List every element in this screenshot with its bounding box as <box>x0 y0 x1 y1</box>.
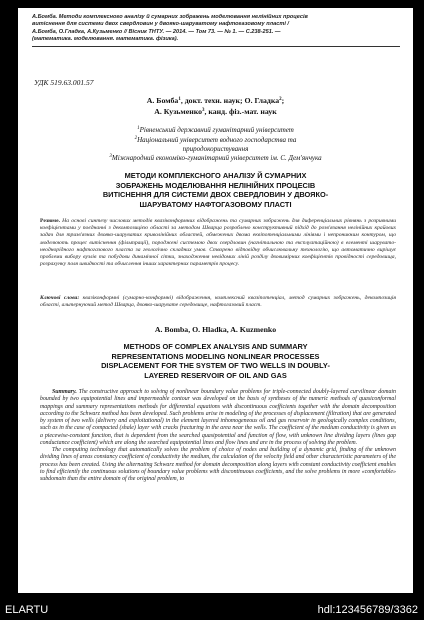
affil-sup: 1 <box>178 97 181 102</box>
abstract-ua <box>40 218 396 268</box>
citation-header <box>32 14 400 47</box>
authors-ua-line-1 <box>18 96 413 105</box>
affiliation-2b: природокористування <box>182 144 249 153</box>
affil-sup: 1 <box>137 126 140 131</box>
affiliation-1 <box>18 125 413 135</box>
author-kuzmenko: А. Кузьменко <box>154 107 202 116</box>
title-en-line: METHODS OF COMPLEX ANALYSIS AND SUMMARY <box>123 342 308 351</box>
author-bomba: А. Бомба <box>146 96 179 105</box>
authors-en: A. Bomba, O. Hladka, A. Kuzmenko <box>154 325 277 334</box>
affil-sup: 3 <box>201 108 205 113</box>
citation-line-1: А.Бомба. Методи комплексного аналізу й сумарних зображень моделювання нелінійних процесів <box>32 14 308 20</box>
keywords-ua <box>40 295 396 309</box>
title-ua <box>38 171 393 210</box>
abstract-ua-label: Резюме. <box>40 218 60 224</box>
affiliation-2 <box>18 135 413 145</box>
abstract-en-label: Summary. <box>52 389 77 395</box>
udk-code: УДК 519.63.001.57 <box>34 78 94 87</box>
title-ua-line: МЕТОДИ КОМПЛЕКСНОГО АНАЛІЗУ Й СУМАРНИХ <box>124 171 307 180</box>
abstract-en-text: The constructive approach to solving of nonlinear boundary value problems for triple-connected doubly-layered curvilinear domain bounded by two equipotential lines and impermeable contour was developed on the basis of syntheses of the numeric methods of quasiconformal mappings and summary representations methods for differential equations with discontinuous coefficients together with the domain decomposition according to the Schwarz method has been developed. Such problems arise in modeling of the processes of displacement (filtration) that are generated by system of two wells (delivery and exploitational) in the element layered inhomogeneous oil and gas reservoir in geologically complex conditions, such as in the case of compacted (shale) layer with cracks fracturing in the area near the wells. The coefficient of the medium conductivity is given as a piecewise-constant function, that is dependent from the searched quasipotential and function of flow, with unknown line dividing layers (lines gap conductance coefficient) which are along the searched equipotential lines and flow lines and are in the process of solving the problem. <box>40 389 396 446</box>
affiliation-3 <box>18 153 413 163</box>
citation-line-3: А.Бомба, О.Гладка, А.Кузьменко // Вісник ТНТУ. — 2014. — Том 73. — № 1. — С.238-251. — <box>32 28 281 35</box>
citation-line-2: витіснення для системи двох свердловин у двояко-шаруватому нафтогазовому пласті / <box>32 21 289 28</box>
keywords-ua-label: Ключові слова: <box>40 295 80 301</box>
affil-sup: 2 <box>134 135 138 141</box>
affil-sup: 2 <box>279 97 282 102</box>
affiliation-text: Рівненський державний гуманітарний університет <box>139 126 294 134</box>
authors-ua-line-2 <box>18 107 413 116</box>
affiliations <box>18 125 413 163</box>
abstract-en-p1 <box>40 389 396 447</box>
author-degree: , канд. фіз.-мат. наук <box>204 107 277 116</box>
title-en <box>38 342 393 381</box>
title-ua-line: ШАРУВАТОМУ НАФТОГАЗОВОМУ ПЛАСТІ <box>139 200 292 210</box>
abstract-ua-text: На основі синтезу числових методів квазіконформних відображень та сумарних зображень для диференціальних рівнянь з розривними коефіцієнтами у поєднанні з декомпозицією області за методом Шварца розроблено конструктивний підхід до розв'язання нелінійних крайових задач для тризв'язних двояко-шаруватих криволінійних областей, обмежених двома еквіпотенціальними лініями і непроникним контуром, що моделюють процес витіснення (фільтрації), породжені системою двох свердловин (нагнітальною та експлуатаційною) в елементі шарувато-неоднорідного нафтогазового пласта за геологічно складних умов. Створено відповідну обчислювальну технологію, що автоматично вирішує проблеми вибору вузлів та побудови динамічної сітки, знаходження невідомих ліній розділу двовимірних коефіцієнтів провідності середовища, розрахунку поля швидкості та обчислення інших характерних параметрів процесу. <box>40 218 396 268</box>
citation-line-4: (математика. моделювання. математика. фізика). <box>32 35 179 42</box>
affil-sup: 3 <box>109 154 112 160</box>
status-bar <box>0 603 424 620</box>
title-en-line: REPRESENTATIONS MODELING NONLINEAR PROCESSES <box>111 351 320 361</box>
title-ua-line: ЗОБРАЖЕНЬ МОДЕЛЮВАННЯ НЕЛІНІЙНИХ ПРОЦЕСІВ <box>115 180 316 190</box>
repository-name: ELARTU <box>5 604 49 616</box>
abstract-en <box>40 389 396 483</box>
handle-id: hdl:123456789/3362 <box>317 604 418 616</box>
abstract-en-p2: The computing technology that automatically solves the problem of choice of nodes and building of a dynamic grid, finding of the unknown dividing lines of areas constancy coefficient of conductivity the medium, the calculation of the velocity field and other characteristic parameters of the process has been created. Using the alternating Schwarz method for domain decomposition along layers with constant conductivity coefficient enables to find efficiently the continuous solutions of boundary value problems with discontinuous coefficients, and the solve problems in more «comfortable» subdomain than the entire domain of the original problem, to <box>40 447 396 482</box>
title-ua-line: ВИТІСНЕННЯ ДЛЯ СИСТЕМИ ДВОХ СВЕРДЛОВИН У ДВОЯКО- <box>102 190 329 200</box>
affiliation-text: Міжнародний економіко-гуманітарний університет ім. С. Дем'янчука <box>111 154 322 163</box>
author-hladka: , докт. техн. наук; О. Гладка <box>180 96 280 105</box>
title-en-line: LAYERED RESERVOIR OF OIL AND GAS <box>144 371 287 381</box>
title-en-line: DISPLACEMENT FOR THE SYSTEM OF TWO WELLS IN DOUBLY- <box>101 361 330 371</box>
paper-page <box>18 8 413 593</box>
affiliation-text: Національний університет водного господарства та <box>137 135 297 144</box>
keywords-ua-text: квазіконформні (сумарно-конформні) відображення, комплексний квазіпотенціал, метод сумарних зображень, декомпозиція області, альтернуючий метод Шварца, двояко-шарувате середовище, нафтогазовий пласт. <box>40 295 396 309</box>
separator: ; <box>281 96 285 105</box>
